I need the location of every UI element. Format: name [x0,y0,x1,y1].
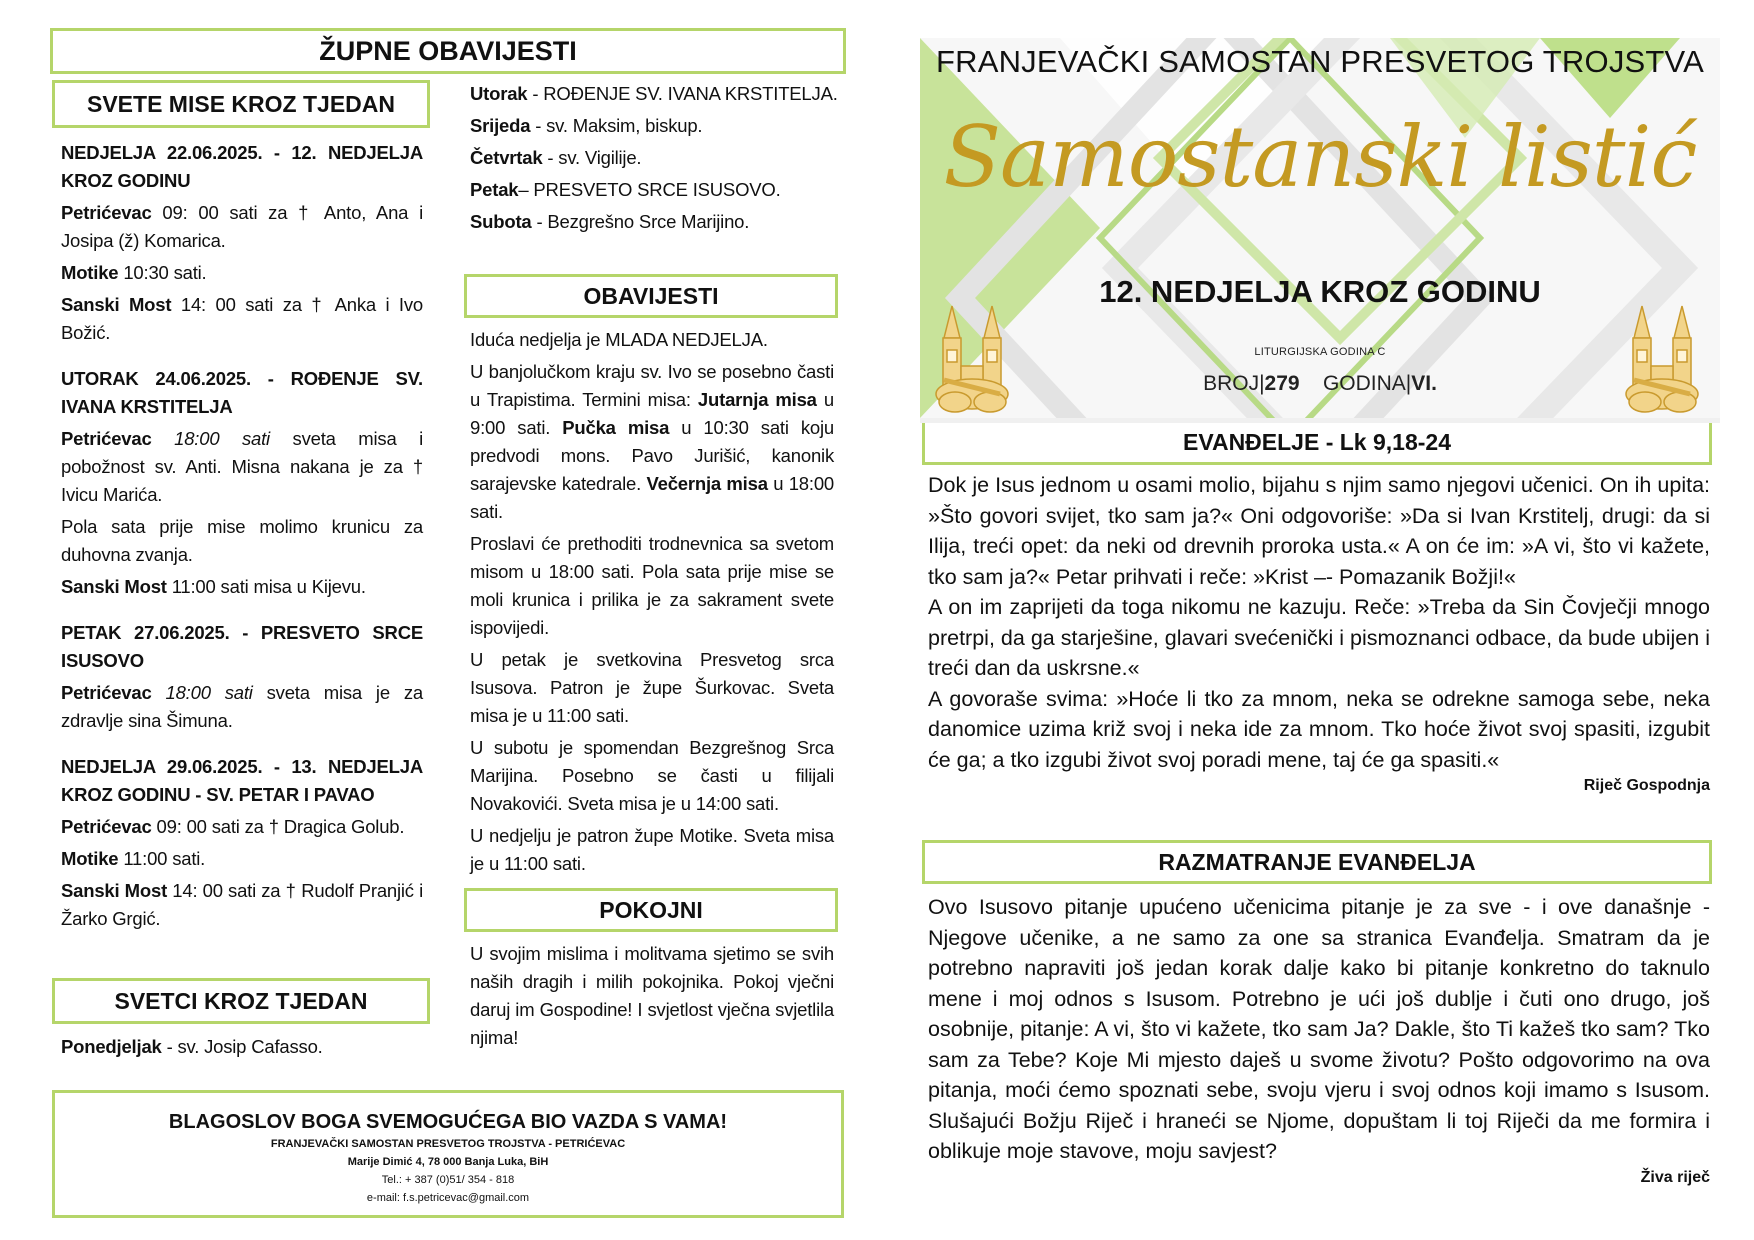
sunday-title: 12. NEDJELJA KROZ GODINU [1099,274,1541,309]
mass-day [61,619,423,735]
mass-entry: Motike 11:00 sati. [61,848,206,869]
mass-entry: Pola sata prije mise molimo krunicu za duhovna zvanja. [61,516,423,565]
section-title-masses [52,80,430,128]
footer-address: Marije Dimić 4, 78 000 Banja Luka, BiH [347,1156,549,1168]
mass-entry: Petrićevac 18:00 sati sveta misa i pobožnost sv. Anti. Misna nakana je za † Ivicu Marića. [61,428,423,505]
section-title-parish-notices [50,28,846,74]
saint-entry: Četvrtak - sv. Vigilije. [470,147,642,168]
footer-org: FRANJEVAČKI SAMOSTAN PRESVETOG TROJSTVA - PETRIĆEVAC [270,1138,626,1150]
mass-day-heading: NEDJELJA 22.06.2025. - 12. NEDJELJA KROZ GODINU [61,142,423,191]
year-value: VI. [1411,372,1437,395]
reflection-paragraph: Ovo Isusovo pitanje upućeno učenicima pitanje je za sve - i ove današnje - Njegove učenike, a ne samo za one sa stranica Evanđelja. Smatram da je potrebno napraviti još jedan korak dalje kako bi pitanje konkretno do taknulo mene i moj odnos s Isusom. Potrebno je ući još dublje i čuti ono drugo, još osobnije, pitanje: A vi, što vi kažete, tko sam Ja? Dakle, što Ti kažeš tko sam? Tko sam za Tebe? Koje Mi mjesto daješ u svome životu? Pošto odgovorimo na ova pitanja, moći ćemo spoznati sebe, svoju vjeru i svoj odnos koji imamo s Isusom. Slušajući Božju Riječ i hraneći se Njome, dopuštam li toj Riječi da me formira i oblikuje moje stavove, moju savjest? [928,895,1710,1163]
notice-item: U subotu je spomendan Bezgrešnog Srca Marijina. Posebno se časti u filijali Novakovići. Sveta misa je u 14:00 sati. [470,737,834,814]
gospel-paragraph: A on im zaprijeti da toga nikomu ne kazuju. Reče: »Treba da Sin Čovječji mnogo pretrpi, da ga starješine, glavari svećenički i pismoznanci odbace, da bude ubijen i treći dan da uskrsne.« [928,595,1710,680]
section-title-deceased [464,888,838,932]
mass-entry: Sanski Most 14: 00 sati za † Rudolf Pranjić i Žarko Grgić. [61,880,423,929]
footer-blessing [52,1090,844,1218]
saint-monday [61,1033,421,1065]
mass-day [61,139,423,347]
parish-notices-title: ŽUPNE OBAVIJESTI [319,35,577,66]
church-logo-icon [1620,298,1710,418]
mass-entry: Petrićevac 09: 00 sati za † Anto, Ana i Josipa (ž) Komarica. [61,202,423,251]
footer-phone: Tel.: + 387 (0)51/ 354 - 818 [381,1174,515,1186]
footer-blessing-text: BLAGOSLOV BOGA SVEMOGUĆEGA BIO VAZDA S VAMA! [168,1111,728,1133]
church-logo-icon [930,298,1020,418]
deceased-title: POKOJNI [599,896,703,923]
saints-title: SVETCI KROZ TJEDAN [114,987,368,1014]
mass-entry: Petrićevac 09: 00 sati za † Dragica Golub. [61,816,405,837]
notice-item: Proslavi će prethoditi trodnevnica sa svetom misom u 18:00 sati. Pola sata prije mise se moli krunica i prilika je za sakrament svete ispovijedi. [470,533,834,638]
decorative-background [920,38,1720,423]
issue-number: 279 [1264,372,1300,395]
mass-day [61,753,423,933]
masses-list [61,139,423,937]
saints-list [470,80,840,240]
issue-info: BROJ|279 GODINA|VI. [1203,372,1437,395]
notice-item: U petak je svetkovina Presvetog srca Isusova. Patron je župe Šurkovac. Sveta misa je u 11:00 sati. [470,649,834,726]
liturgical-year: LITURGIJSKA GODINA C [1254,346,1386,358]
gospel-paragraph: A govoraše svima: »Hoće li tko za mnom, neka se odrekne samoga sebe, neka danomice uzima križ svoj i neka ide za mnom. Tko hoće život svoj spasiti, izgubit će ga; a tko izgubi život svoj poradi mene, taj će ga spasiti.« [928,686,1710,772]
org-title: FRANJEVAČKI SAMOSTAN PRESVETOG TROJSTVA [935,44,1704,79]
reflection-text [928,892,1710,1189]
notice-item: U nedjelju je patron župe Motike. Sveta misa je u 11:00 sati. [470,825,834,874]
mass-entry: Petrićevac 18:00 sati sveta misa je za zdravlje sina Šimuna. [61,682,423,731]
masses-title: SVETE MISE KROZ TJEDAN [87,90,395,117]
gospel-source: Riječ Gospodnja [1583,777,1710,794]
notice-item: U banjolučkom kraju sv. Ivo se posebno časti u Trapistima. Termini misa: Jutarnja misa u 9:00 sati. Pučka misa u 10:30 sati koju predvodi mons. Pavo Jurišić, kanonik sarajevske katedrale. Večernja misa u 18:00 sati. [470,361,834,522]
footer-email[interactable]: e-mail: f.s.petricevac@gmail.com [366,1192,530,1204]
saint-entry: Srijeda - sv. Maksim, biskup. [470,115,703,136]
gospel-paragraph: Dok je Isus jednom u osami molio, bijahu s njim samo njegovi učenici. On ih upita: »Što govori svijet, tko sam ja?« Oni odgovoriše: »Da si Ivan Krstitelj, drugi: da si Ilija, treći opet: da neki od drevnih proroka usta.« A on će im: »A vi, što vi kažete, tko sam ja?« Petar prihvati i reče: »Krist –- Pomazanik Božji!« [928,473,1710,589]
notices-title: OBAVIJESTI [583,282,719,309]
section-title-reflection [922,840,1712,884]
gospel-title: EVANĐELJE - Lk 9,18-24 [1182,429,1451,455]
mass-day-heading: NEDJELJA 29.06.2025. - 13. NEDJELJA KROZ GODINU - SV. PETAR I PAVAO [61,756,423,805]
mass-day-heading: UTORAK 24.06.2025. - ROĐENJE SV. IVANA KRSTITELJA [61,368,423,417]
mass-entry: Motike 10:30 sati. [61,262,207,283]
reflection-title: RAZMATRANJE EVANĐELJA [1158,848,1476,875]
mass-entry: Sanski Most 11:00 sati misa u Kijevu. [61,576,366,597]
saint-entry: Petak– PRESVETO SRCE ISUSOVO. [470,179,781,200]
saint-entry: Ponedjeljak - sv. Josip Cafasso. [61,1036,323,1057]
section-title-saints [52,978,430,1024]
newsletter-title: Samostanski listić [943,108,1697,206]
gospel-text [928,470,1710,797]
notice-item: Iduća nedjelja je MLADA NEDJELJA. [470,329,768,350]
newsletter-header [920,38,1720,423]
section-title-gospel [922,423,1712,465]
mass-day-heading: PETAK 27.06.2025. - PRESVETO SRCE ISUSOVO [61,622,423,671]
reflection-source: Živa riječ [1640,1168,1710,1186]
notices-list [470,326,834,882]
mass-entry: Sanski Most 14: 00 sati za † Anka i Ivo Božić. [61,294,423,343]
deceased-text: U svojim mislima i molitvama sjetimo se svih naših dragih i milih pokojnika. Pokoj vječni daruj im Gospodine! I svjetlost vječna svjetlila njima! [470,943,834,1048]
section-title-notices [464,274,838,318]
mass-day [61,365,423,601]
saint-entry: Subota - Bezgrešno Srce Marijino. [470,211,750,232]
saint-entry: Utorak - ROĐENJE SV. IVANA KRSTITELJA. [470,83,838,104]
